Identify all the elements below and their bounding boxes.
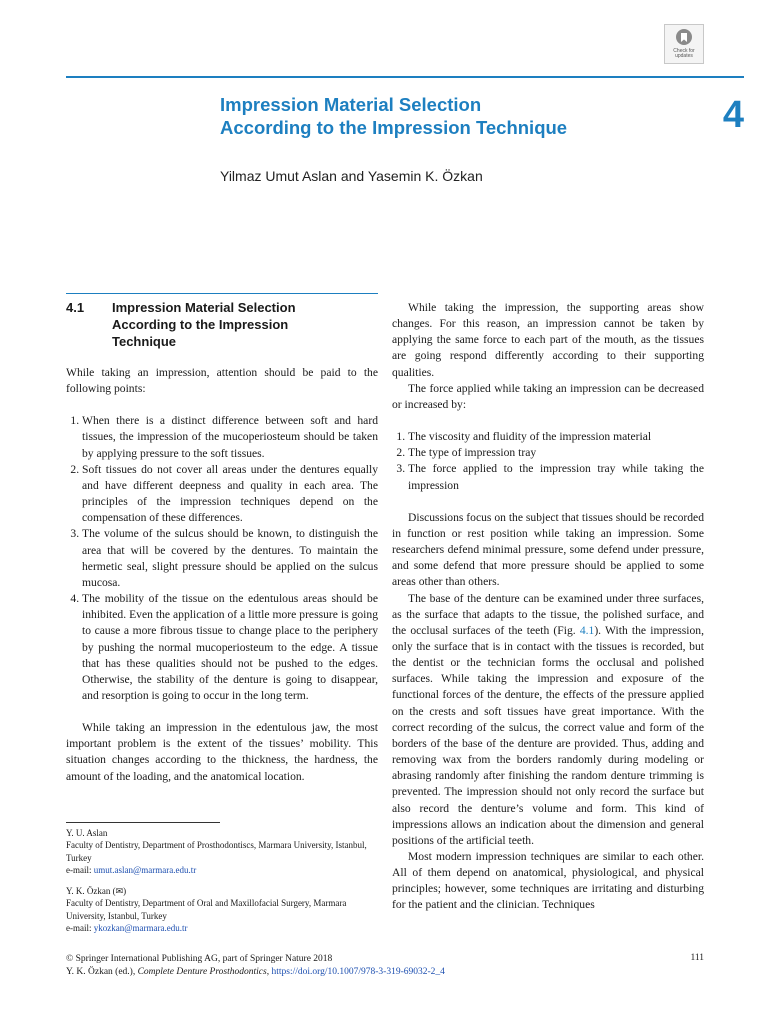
paragraph-text: ). With the impression, only the surface that is in contact with the tissues is recorded, but the dentist or the technician forms the occlusal and polished surfaces. While taking the impression and exposure of the functional forces of the denture, the effects of the pressure applied on the crests and soft tissues have great importance. With the correct recording of the sulcus, the correct value and form of the borders of the base of the denture are provided. Thus, adding and removing wax from the borders randomly during modeling or abrasing randomly after finishing the random denture trimming is prevented. The impression should not only record the surface but also record the denture’s volume and form. This kind of impressions allows an indication about the dimension and general positions of the artificial teeth. (392, 623, 704, 847)
copyright-line: © Springer International Publishing AG, part of Springer Nature 2018 (66, 954, 333, 964)
chapter-title-line2: According to the Impression Technique (220, 117, 568, 138)
bookmark-icon (675, 28, 693, 48)
figure-reference-link[interactable]: 4.1 (579, 623, 595, 637)
citation-line (66, 966, 704, 979)
doi-link[interactable]: https://doi.org/10.1007/978-3-319-69032-2_4 (271, 967, 445, 977)
author1-name: Y. U. Aslan (66, 828, 108, 838)
points-list (66, 413, 378, 704)
header-rule (66, 76, 744, 78)
section-title-line1: Impression Material Selection (112, 300, 296, 315)
author1-email-link[interactable]: umut.aslan@marmara.edu.tr (93, 865, 197, 876)
chapter-authors: Yilmaz Umut Aslan and Yasemin K. Özkan (220, 168, 483, 184)
badge-label-line2: updates (675, 53, 693, 59)
paragraph: The force applied while taking an impression can be decreased or increased by: (392, 381, 704, 411)
paragraph: Most modern impression techniques are similar to each other. All of them depend on anatomical, physiological, and physical principles; however, some techniques are irritating and disturbing for the patient and the clinician. Techniques (392, 850, 704, 912)
author2-footnote (66, 885, 378, 935)
author1-footnote (66, 827, 378, 877)
factors-list (392, 429, 704, 494)
paragraph: Discussions focus on the subject that tissues should be recorded in function or rest position while taking an impression. Some researchers defend minimal pressure, some defend under pressure, and some defend that more pressure should be applied to some areas other than others. (392, 510, 704, 589)
author1-email-line (66, 864, 378, 876)
page-footer (66, 953, 704, 979)
badge-label (665, 49, 703, 59)
chapter-title-line1: Impression Material Selection (220, 94, 482, 115)
left-column (66, 365, 378, 785)
list-item: 2. The type of impression tray (408, 445, 704, 461)
chapter-number: 4 (722, 94, 744, 136)
list-item: 1. The viscosity and fluidity of the impression material (408, 429, 704, 445)
paragraph-text: The base of the denture can be examined under three surfaces, as the surface that adapts to the tissue, the polished surface, and the occlusal surfaces of the teeth (Fig. (392, 591, 704, 637)
email-label: e-mail: (66, 865, 94, 876)
right-column (392, 300, 704, 914)
paragraph (392, 591, 704, 850)
closing-paragraph: While taking an impression in the edentulous jaw, the most important problem is the extent of the tissues’ mobility. This situation changes according to the thickness, the hardness, the amount of the loading, and the anatomical location. (66, 721, 378, 783)
author2-affiliation: Faculty of Dentistry, Department of Oral and Maxillofacial Surgery, Marmara University, Istanbul, Turkey (66, 898, 347, 921)
intro-paragraph: While taking an impression, attention should be paid to the following points: (66, 366, 378, 396)
list-item: 2. Soft tissues do not cover all areas under the dentures equally and have different deepness and quality in each area. The principles of the impression techniques depend on the compensation of these differences. (82, 462, 378, 527)
paragraph: While taking the impression, the supporting areas show changes. For this reason, an impression cannot be taken by applying the same force to each part of the mouth, as the tissues are going respond differently according to their supporting qualities. (392, 301, 704, 379)
section-title-line3: Technique (112, 334, 177, 349)
footnote-rule (66, 822, 220, 823)
chapter-title (220, 93, 640, 139)
author2-name: Y. K. Özkan (✉) (66, 886, 127, 896)
list-item: 4. The mobility of the tissue on the edentulous areas should be inhibited. Even the application of a little more pressure is going to cause a more fibrous tissue to change place to the periphery by pushing the normal mucoperiosteum to the edge. A tissue that has these qualities should not be pushed to the edges. Otherwise, the stability of the denture is going to disappear, and resorption is going to occur in the long term. (82, 591, 378, 704)
list-item: 3. The volume of the sulcus should be known, to distinguish the area that will be covered by the dentures. To maintain the hermetic seal, slight pressure should be applied on the sulcus mucosa. (82, 526, 378, 591)
citation-separator: , (266, 967, 272, 977)
section-title (112, 299, 342, 350)
section-rule (66, 293, 378, 294)
page-number: 111 (690, 953, 704, 963)
author1-affiliation: Faculty of Dentistry, Department of Prosthodontiscs, Marmara University, Istanbul, Turkey (66, 840, 367, 863)
section-title-line2: According to the Impression (112, 317, 289, 332)
email-label: e-mail: (66, 923, 94, 934)
author2-email-line (66, 922, 378, 934)
citation-book-title: Complete Denture Prosthodontics (137, 967, 267, 977)
list-item: 3. The force applied to the impression tray while taking the impression (408, 461, 704, 493)
list-item: 1. When there is a distinct difference between soft and hard tissues, the impression of the mucoperiosteum should be taken by applying pressure to the soft tissues. (82, 413, 378, 461)
citation-editor: Y. K. Özkan (ed.), (66, 967, 138, 977)
check-for-updates-badge[interactable] (664, 24, 704, 64)
badge-label-line1: Check for (673, 48, 695, 54)
section-number: 4.1 (66, 300, 85, 315)
author2-email-link[interactable]: ykozkan@marmara.edu.tr (93, 923, 188, 934)
